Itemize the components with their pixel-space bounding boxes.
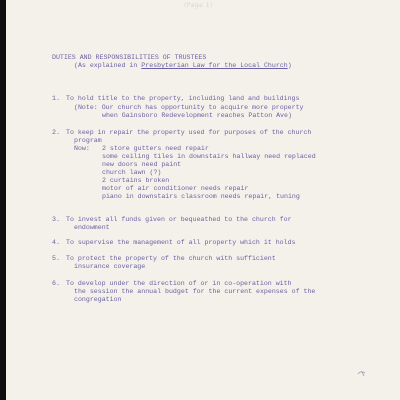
subtitle-prefix: (As explained in: [74, 62, 142, 69]
item-note-line: motor of air conditioner needs repair: [102, 185, 249, 192]
item-number: 2.: [52, 129, 60, 136]
item-text-line: To invest all funds given or bequeathed to the church for: [66, 216, 292, 223]
item-text-line: To develop under the direction of or in co-operation with: [66, 280, 292, 287]
item-number: 6.: [52, 280, 60, 287]
subtitle-suffix: ): [287, 62, 292, 69]
item-text-line: endowment: [74, 224, 110, 231]
item-number: 3.: [52, 216, 60, 223]
item-text-line: insurance coverage: [74, 263, 146, 270]
item-note-line: piano in downstairs classroom needs repair, tuning: [102, 193, 300, 200]
item-note-line: church lawn (?): [102, 169, 162, 176]
item-text-line: To keep in repair the property used for purposes of the church: [66, 129, 312, 136]
item-note-line: 2 store gutters need repair: [102, 145, 209, 152]
subtitle-source: Presbyterian Law for the Local Church: [141, 62, 288, 69]
item-text-line: To hold title to the property, including land and buildings: [66, 95, 300, 102]
document-subtitle: [74, 62, 292, 70]
item-text-line: To supervise the management of all property which it holds: [66, 239, 296, 246]
item-text-line: To protect the property of the church with sufficient: [66, 255, 276, 262]
document-title: DUTIES AND RESPONSIBILITIES OF TRUSTEES: [52, 54, 207, 61]
item-note-line: 2 curtains broken: [102, 177, 170, 184]
item-text-line: congregation: [74, 296, 122, 303]
item-note-label: Now:: [74, 145, 90, 152]
item-note-line: new doors need paint: [102, 161, 182, 168]
item-text-line: program: [74, 137, 102, 144]
pen-mark-icon: [357, 368, 367, 378]
item-note-line: (Note: Our church has opportunity to acquire more property: [74, 104, 304, 111]
item-number: 5.: [52, 255, 60, 262]
item-number: 4.: [52, 239, 60, 246]
item-text-line: the session the annual budget for the current expenses of the: [74, 288, 316, 295]
item-note-line: some ceiling tiles in downstairs hallway need replaced: [102, 153, 316, 160]
document-page: [6, 0, 400, 400]
page-header-mark: (Page 1): [184, 2, 213, 9]
item-note-line: when Gainsboro Redevelopment reaches Patton Ave): [102, 112, 292, 119]
item-number: 1.: [52, 95, 60, 102]
